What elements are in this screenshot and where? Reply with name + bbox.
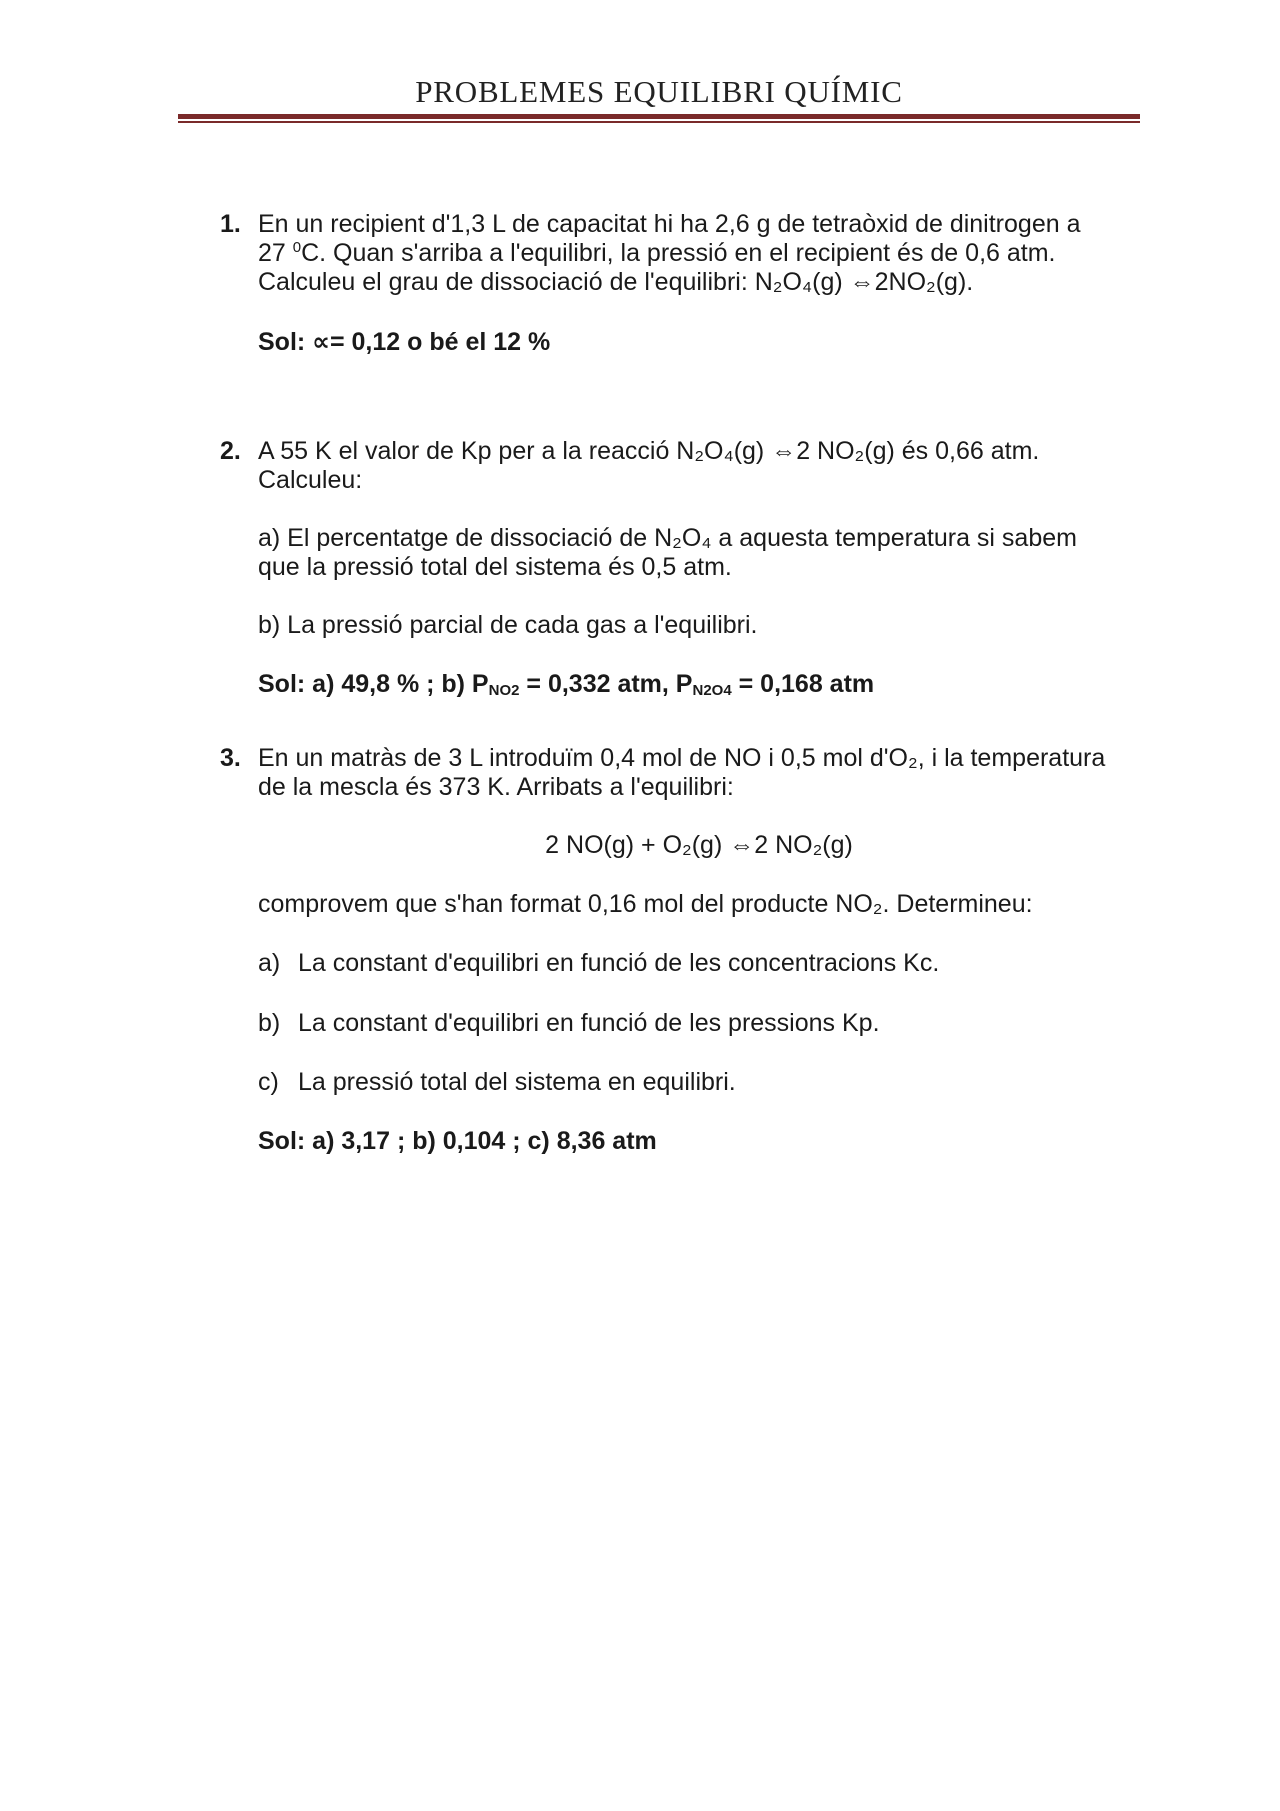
option-text: La pressió total del sistema en equilibri. [298,1068,736,1096]
header-rule-thick [178,114,1140,119]
option-text: La constant d'equilibri en funció de les concentracions Kc. [298,949,940,977]
solution: Sol: ∝= 0,12 o bé el 12 % [258,328,551,356]
problem-text-line: de la mescla és 373 K. Arribats a l'equilibri: [258,773,734,801]
problem-text-line: En un matràs de 3 L introduïm 0,4 mol de NO i 0,5 mol d'O₂, i la temperatura [258,744,1106,772]
option-b [258,1009,1140,1038]
problem-text-line: Calculeu el grau de dissociació de l'equilibri: N₂O₄(g) ⇔2NO₂(g). [258,268,974,296]
chemical-equation: 2 NO(g) + O₂(g) ⇔2 NO₂(g) [545,831,853,859]
problem-1 [220,210,1140,357]
problem-number: 1. [220,210,241,238]
problem-text-line: A 55 K el valor de Kp per a la reacció N₂O₄(g) ⇔2 NO₂(g) és 0,66 atm. [258,437,1040,465]
header-rule-thin [178,121,1140,123]
page-header [178,76,1140,107]
problem-text-line: Calculeu: [258,466,363,494]
option-letter: c) [258,1068,279,1096]
part-a-line: que la pressió total del sistema és 0,5 atm. [258,553,732,581]
option-text: La constant d'equilibri en funció de les pressions Kp. [298,1009,880,1037]
problem-3 [220,744,1140,1156]
option-letter: a) [258,949,281,977]
problem-text-line: comprovem que s'han format 0,16 mol del producte NO₂. Determineu: [258,890,1033,918]
problem-number: 2. [220,437,241,465]
problem-text-line: En un recipient d'1,3 L de capacitat hi ha 2,6 g de tetraòxid de dinitrogen a [258,210,1081,238]
problems-list [220,210,1140,1156]
solution: Sol: a) 49,8 % ; b) PNO2 = 0,332 atm, PN2O4 = 0,168 atm [258,670,875,699]
option-a [258,949,1140,978]
option-letter: b) [258,1009,281,1037]
page-title: PROBLEMES EQUILIBRI QUÍMIC [415,74,903,109]
problem-text-line: 27 $^0$C. Quan s'arriba a l'equilibri, la pressió en el recipient és de 0,6 atm. [258,239,1056,267]
part-b: b) La pressió parcial de cada gas a l'equilibri. [258,611,758,639]
problem-number: 3. [220,744,241,772]
solution: Sol: a) 3,17 ; b) 0,104 ; c) 8,36 atm [258,1127,657,1155]
part-a-line: a) El percentatge de dissociació de N₂O₄ a aquesta temperatura si sabem [258,524,1077,552]
problem-2 [220,437,1140,699]
option-c [258,1068,1140,1097]
